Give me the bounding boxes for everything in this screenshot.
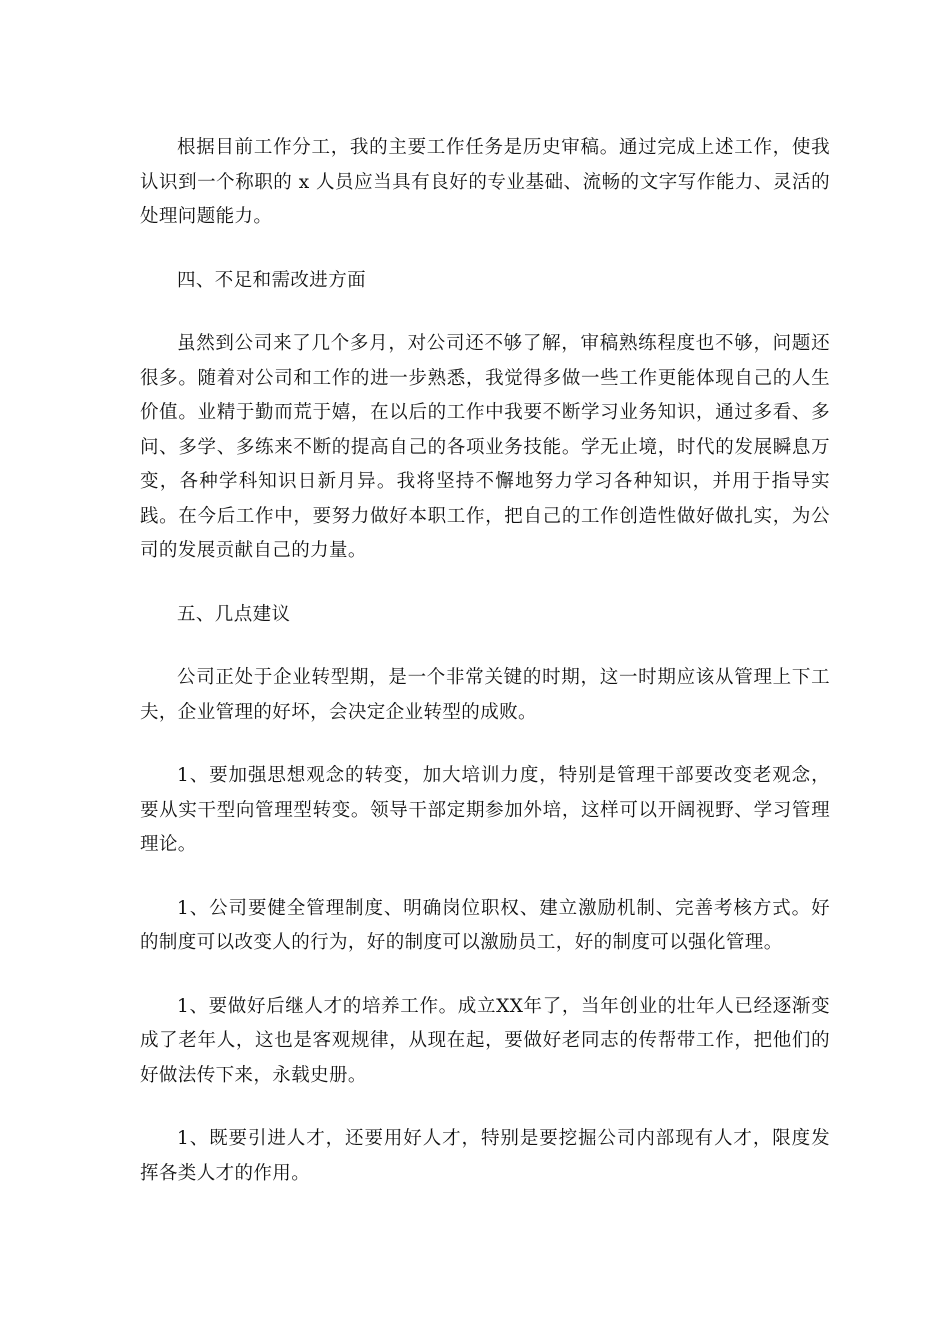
document-page: [140, 131, 830, 1220]
suggestion-item-4: 1、既要引进人才，还要用好人才，特别是要挖掘公司内部现有人才，限度发挥各类人才的作用。: [140, 1128, 830, 1184]
suggestion-item-3: 1、要做好后继人才的培养工作。成立XX年了，当年创业的壮年人已经逐渐变成了老年人，这也是客观规律，从现在起，要做好老同志的传帮带工作，把他们的好做法传下来，永载史册。: [140, 995, 830, 1086]
paragraph-suggestions-intro: 公司正处于企业转型期，是一个非常关键的时期，这一时期应该从管理上下工夫，企业管理的好坏，会决定企业转型的成败。: [140, 667, 830, 723]
suggestion-item-1: 1、要加强思想观念的转变，加大培训力度，特别是管理干部要改变老观念，要从实干型向管理型转变。领导干部定期参加外培，这样可以开阔视野、学习管理理论。: [140, 765, 830, 855]
section-heading-suggestions: 五、几点建议: [177, 603, 291, 625]
section-heading-shortcomings: 四、不足和需改进方面: [177, 269, 367, 291]
suggestion-item-2: 1、公司要健全管理制度、明确岗位职权、建立激励机制、完善考核方式。好的制度可以改变人的行为，好的制度可以激励员工，好的制度可以强化管理。: [140, 897, 830, 953]
paragraph-shortcomings: 虽然到公司来了几个多月，对公司还不够了解，审稿熟练程度也不够，问题还很多。随着对公司和工作的进一步熟悉，我觉得多做一些工作更能体现自己的人生价值。业精于勤而荒于嬉，在以后的工作中我要不断学习业务知识，通过多看、多问、多学、多练来不断的提高自己的各项业务技能。学无止境，时代的发展瞬息万变，各种学科知识日新月异。我将坚持不懈地努力学习各种知识，并用于指导实践。在今后工作中，要努力做好本职工作，把自己的工作创造性做好做扎实，为公司的发展贡献自己的力量。: [140, 333, 830, 561]
paragraph-work-summary: 根据目前工作分工，我的主要工作任务是历史审稿。通过完成上述工作，使我认识到一个称职的 x 人员应当具有良好的专业基础、流畅的文字写作能力、灵活的处理问题能力。: [140, 137, 830, 227]
